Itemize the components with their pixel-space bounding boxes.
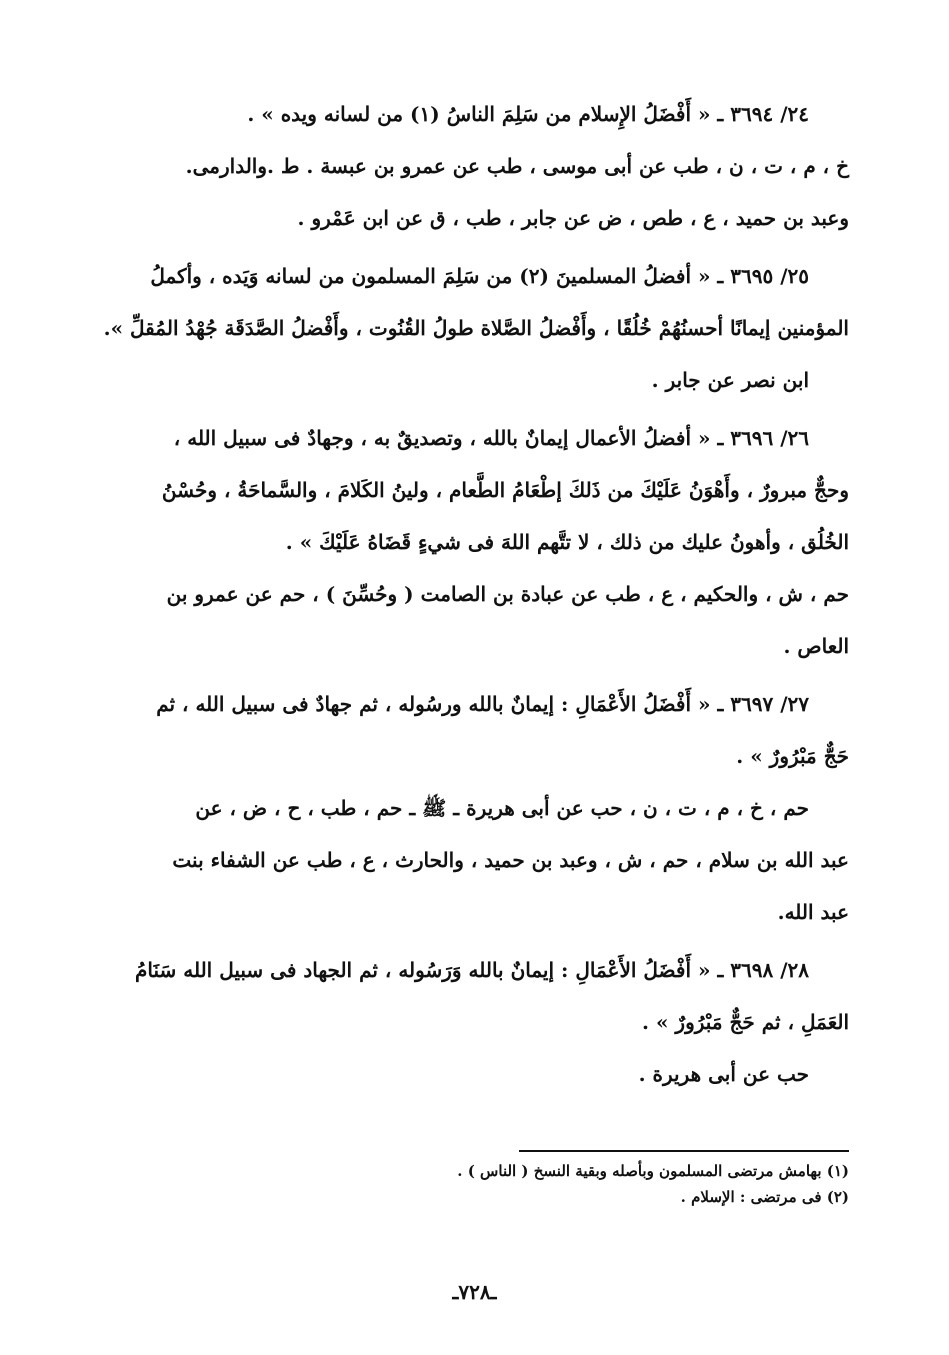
hadith-text-line: ٢٧/ ٣٦٩٧ ـ « أَفْضَلُ الأَعْمَالِ : إيمانٌ بالله ورسُوله ، ثم جهادٌ فى سبيل الله ، ثم bbox=[156, 692, 809, 716]
hadith-sources bbox=[68, 782, 849, 938]
hadith-text-line: الخُلُق ، وأهونُ عليك من ذلك ، لا تتَّهم اللهَ فى شيءٍ قَضَاهُ عَلَيْكَ » . bbox=[285, 530, 849, 554]
hadith-entry bbox=[68, 678, 849, 938]
hadith-text-line: العَمَلِ ، ثم حَجٌّ مَبْرُورٌ » . bbox=[642, 1010, 849, 1034]
hadith-text-line: ٢٦/ ٣٦٩٦ ـ « أفضلُ الأعمال إيمانٌ بالله ، وتصديقٌ به ، وجهادٌ فى سبيل الله ، bbox=[173, 426, 809, 450]
source-line: خ ، م ، ت ، ن ، طب عن أبى موسى ، طب عن عمرو بن عبسة . ط .والدارمى. bbox=[185, 154, 849, 178]
hadith-text-line: حَجٌّ مَبْرُورٌ » . bbox=[736, 744, 849, 768]
hadith-sources bbox=[68, 140, 849, 244]
source-line: حب عن أبى هريرة . bbox=[638, 1062, 809, 1086]
hadith-entry bbox=[68, 944, 849, 1100]
hadith-text-line: ٢٥/ ٣٦٩٥ ـ « أفضلُ المسلمينَ (٢) من سَلِمَ المسلمون من لسانه وَيَده ، وأكملُ bbox=[150, 264, 809, 288]
page-number: ـ٧٢٨ـ bbox=[452, 1280, 497, 1304]
hadith-entry bbox=[68, 88, 849, 244]
footnotes bbox=[457, 1150, 849, 1210]
hadith-sources bbox=[68, 1048, 849, 1100]
hadith-sources bbox=[68, 354, 849, 406]
source-line: حم ، خ ، م ، ت ، ن ، حب عن أبى هريرة ـ ﷺ ـ حم ، طب ، ح ، ض ، عن bbox=[195, 796, 809, 820]
hadith-entry bbox=[68, 412, 849, 672]
hadith-sources bbox=[68, 568, 849, 672]
hadith-text-line: المؤمنين إيمانًا أحسنُهُمْ خُلُقًا ، وأَفْضلُ الصَّلاة طولُ القُنُوت ، وأَفْضلُ الصَّدَقَة جُهْدُ المُقلِّ ». bbox=[103, 316, 849, 340]
source-line: عبد الله بن سلام ، حم ، ش ، وعبد بن حميد ، والحارث ، ع ، طب عن الشفاء بنت bbox=[172, 848, 849, 872]
source-line: العاص . bbox=[783, 634, 849, 658]
hadith-entry bbox=[68, 250, 849, 406]
hadith-text-line: وحجٌّ مبرورٌ ، وأَهْوَنُ عَلَيْكَ من ذَلكَ إطْعَامُ الطَّعام ، ولينُ الكَلامَ ، والسَّماحَةُ ، وحُسْنُ bbox=[161, 478, 849, 502]
hadith-text-line: ٢٨/ ٣٦٩٨ ـ « أَفْضَلُ الأَعْمَالِ : إيمانٌ بالله وَرَسُوله ، ثم الجهاد فى سبيل الله سَنَامُ bbox=[135, 958, 809, 982]
source-line: وعبد بن حميد ، ع ، طص ، ض عن جابر ، طب ، ق عن ابن عَمْرو . bbox=[297, 206, 849, 230]
source-line: حم ، ش ، والحكيم ، ع ، طب عن عبادة بن الصامت ( وحُسِّنَ ) ، حم عن عمرو بن bbox=[166, 582, 849, 606]
source-line: ابن نصر عن جابر . bbox=[651, 368, 809, 392]
footnote: (١) بهامش مرتضى المسلمون وبأصله وبقية النسخ ( الناس ) . bbox=[457, 1162, 849, 1180]
hadith-list bbox=[68, 88, 849, 1106]
source-line: عبد الله. bbox=[777, 900, 849, 924]
footnote: (٢) فى مرتضى : الإسلام . bbox=[680, 1188, 849, 1206]
hadith-text-line: ٢٤/ ٣٦٩٤ ـ « أَفْضَلُ الإِسلام من سَلِمَ الناسُ (١) من لسانه ويده » . bbox=[247, 102, 809, 126]
